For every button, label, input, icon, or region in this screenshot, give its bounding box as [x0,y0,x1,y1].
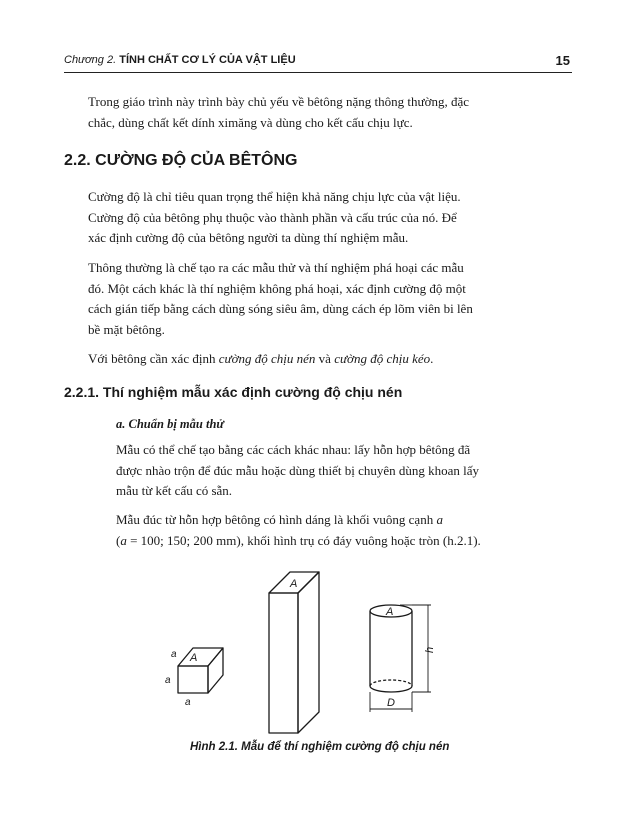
intro-line-1: Trong giáo trình này trình bày chủ yếu về bêtông nặng thông thường, đặc [88,94,469,109]
section-2-2-1-p1-line-1: Mẫu có thể chế tạo bằng các cách khác nhau: lấy hỗn hợp bêtông đã [116,442,471,457]
cube-edge-bottom-label: a [185,697,191,708]
para3-middle: và [315,351,335,366]
prism-specimen [269,572,319,733]
p2-line2-text: = 100; 150; 200 mm), khối hình trụ có đáy vuông hoặc tròn (h.2.1). [126,532,481,548]
section-2-2-p2-line-4: bề mặt bêtông. [88,321,165,337]
caption-prefix: Hình 2.1. [190,741,238,753]
cylinder-specimen [370,605,431,712]
cylinder-top-label: A [386,606,394,618]
caption-text: Mẫu để thí nghiệm cường độ chịu nén [237,741,450,753]
cylinder-hidden-arc [370,680,412,686]
cube-face-label: A [190,652,198,664]
para3-prefix: Với bêtông cần xác định [88,351,219,366]
cube-edge-top-label: a [171,649,177,660]
section-2-2-p2-line-2: đó. Một cách khác là thí nghiệm không phá hoại, xác định cường độ một [88,280,466,296]
p2-line2-open: ( [116,532,121,548]
section-2-2-1-p1-line-3: mẫu từ kết cấu có sẵn. [116,483,233,498]
cube-edge-left-label: a [165,675,171,686]
p2-line2-var: a [120,532,127,548]
section-heading-2-2: 2.2. CƯỜNG ĐỘ CỦA BÊTÔNG [64,152,298,169]
cube-front-face [178,666,208,693]
chapter-name: TÍNH CHẤT CƠ LÝ CỦA VẬT LIỆU [119,54,296,66]
section-2-2-p2-line-1: Thông thường là chế tạo ra các mẫu thử và thí nghiệm phá hoại các mẫu [88,260,464,275]
cube-side-face [208,648,223,693]
cube-specimen [178,648,223,693]
section-2-2-p1-line-3: xác định cường độ của bêtông người ta dùng thí nghiệm mẫu. [88,230,409,245]
section-heading-2-2-1: 2.2.1. Thí nghiệm mẫu xác định cường độ chịu nén [64,384,403,400]
p2-line1-var: a [436,512,443,527]
term-compressive-strength: cường độ chịu nén [218,351,316,366]
section-2-2-1-p1-line-2: được nhào trộn để đúc mẫu hoặc dùng thiết bị chuyên dùng khoan lấy [116,462,480,478]
cylinder-bottom-arc [370,686,412,692]
section-2-2-p2-line-3: cách gián tiếp bằng cách dùng sóng siêu âm, dùng cách ép lõm viên bi lên [88,301,473,316]
page-number: 15 [555,53,570,68]
cylinder-height-label: h [424,646,436,653]
subheading-sample-prep: a. Chuẩn bị mẫu thử [116,417,224,431]
section-2-2-p1-line-2: Cường độ của bêtông phụ thuộc vào thành phần và cấu trúc của nó. Để [88,209,457,225]
chapter-prefix: Chương 2. [64,54,117,66]
para3-suffix: . [430,351,434,366]
prism-front-face [269,593,298,733]
figure-caption [190,741,449,753]
cylinder-diameter-label: D [387,697,395,709]
term-tensile-strength: cường độ chịu kéo [334,351,431,366]
section-2-2-p1-line-1: Cường độ là chỉ tiêu quan trọng thể hiện khả năng chịu lực của vật liệu. [88,189,461,204]
prism-side-face [298,572,319,733]
p2-line1-text: Mẫu đúc từ hỗn hợp bêtông có hình dáng là khối vuông cạnh [116,512,437,527]
intro-line-2: chắc, dùng chất kết dính ximăng và dùng cho kết cấu chịu lực. [88,114,413,130]
prism-top-label: A [290,578,298,590]
